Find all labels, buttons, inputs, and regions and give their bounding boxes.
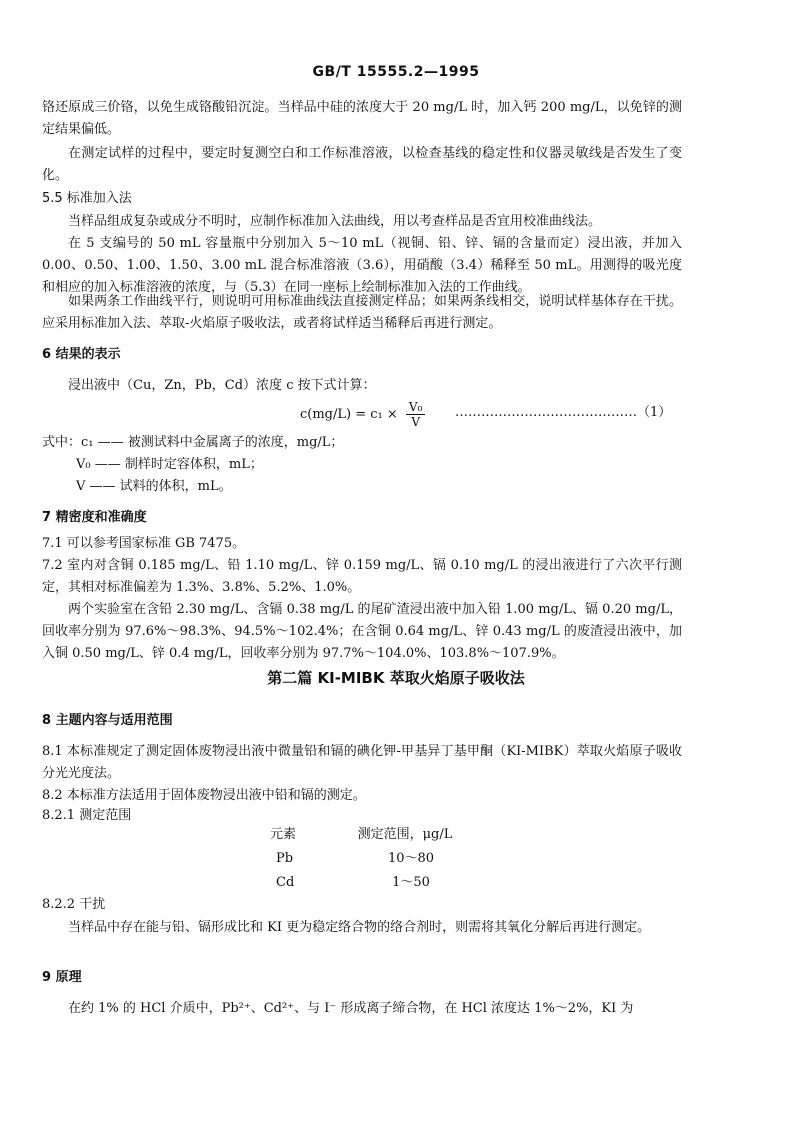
formula-lhs: c(mg/L) = c₁ × bbox=[300, 407, 398, 422]
table-row bbox=[270, 871, 466, 895]
paragraph: 在 5 支编号的 50 mL 容量瓶中分别加入 5～10 mL（视铜、铅、锌、镉的含量而定）浸出液，并加入 0.00、0.50、1.00、1.50、3.00 mL 混合标准溶液（3.6），用硝酸（3.4）稀释至 50 mL。用测得的吸光度和相应的加入标准溶液的浓度，与（5.3）在同一座标上绘制标准加入法的工作曲线。 bbox=[42, 236, 682, 295]
table-row bbox=[270, 847, 466, 871]
section-heading-6: 6 结果的表示 bbox=[42, 347, 121, 362]
paragraph: 如果两条工作曲线平行，则说明可用标准曲线法直接测定样品；如果两条线相交，说明试样基体存在干扰。应采用标准加入法、萃取-火焰原子吸收法，或者将试样适当稀释后再进行测定。 bbox=[42, 294, 682, 331]
table-header-cell: 测定范围，μg/L bbox=[357, 827, 453, 843]
section-heading-7: 7 精密度和准确度 bbox=[42, 510, 147, 525]
subsection-heading-8-2-1: 8.2.1 测定范围 bbox=[42, 808, 132, 823]
section-heading-9: 9 原理 bbox=[42, 970, 82, 985]
section-heading-8: 8 主题内容与适用范围 bbox=[42, 713, 173, 728]
where-line: 式中：c₁ —— 被测试料中金属离子的浓度，mg/L； bbox=[42, 435, 344, 450]
part-title: 第二篇 KI-MIBK 萃取火焰原子吸收法 bbox=[267, 669, 525, 687]
formula-1 bbox=[300, 400, 425, 429]
formula-denominator: V bbox=[411, 415, 420, 429]
paragraph: 铬还原成三价铬，以免生成铬酸铅沉淀。当样品中硅的浓度大于 20 mg/L 时，加入钙 200 mg/L，以免锌的测定结果偏低。 bbox=[42, 100, 682, 137]
section-heading-5-5: 5.5 标准加入法 bbox=[42, 191, 132, 206]
table-cell: Pb bbox=[276, 851, 294, 867]
table-cell: Cd bbox=[276, 875, 295, 891]
paragraph: 当样品组成复杂或成分不明时，应制作标准加入法曲线，用以考查样品是否宜用校准曲线法。 bbox=[68, 214, 602, 229]
page-header: GB/T 15555.2—1995 bbox=[312, 64, 480, 80]
paragraph: 浸出液中（Cu，Zn，Pb，Cd）浓度 c 按下式计算： bbox=[68, 378, 376, 393]
table-cell: 10～80 bbox=[387, 851, 435, 867]
formula-fraction bbox=[406, 400, 425, 429]
paragraph: 7.2 室内对含铜 0.185 mg/L、铅 1.10 mg/L、锌 0.159 mg/L、镉 0.10 mg/L 的浸出液进行了六次平行测定，其相对标准偏差为 1.3%、3.8%、5.2%、1.0%。 bbox=[42, 558, 682, 595]
paragraph: 在测定试样的过程中，要定时复测空白和工作标准溶液，以检查基线的稳定性和仪器灵敏线是否发生了变化。 bbox=[42, 146, 682, 183]
subsection-heading-8-2-2: 8.2.2 干扰 bbox=[42, 897, 106, 912]
paragraph: 8.1 本标准规定了测定固体废物浸出液中微量铅和镉的碘化钾-甲基异丁基甲酮（KI-MIBK）萃取火焰原子吸收分光光度法。 bbox=[42, 744, 682, 781]
where-line: V₀ —— 制样时定容体积，mL； bbox=[76, 457, 263, 472]
table-cell: 1～50 bbox=[392, 875, 430, 891]
table-header-cell: 元素 bbox=[270, 827, 297, 843]
paragraph: 两个实验室在含铅 2.30 mg/L、含镉 0.38 mg/L 的尾矿渣浸出液中加入铅 1.00 mg/L、镉 0.20 mg/L，回收率分别为 97.6%～98.3%、94.5%～102.4%；在含铜 0.64 mg/L、锌 0.43 mg/L 的废渣浸出液中，加入铜 0.50 mg/L、锌 0.4 mg/L，回收率分别为 97.7%～104.0%、103.8%～107.9%。 bbox=[42, 602, 682, 661]
where-line: V —— 试料的体积，mL。 bbox=[76, 479, 232, 494]
paragraph: 当样品中存在能与铅、镉形成比和 KI 更为稳定络合物的络合剂时，则需将其氧化分解后再进行测定。 bbox=[68, 920, 651, 935]
paragraph: 在约 1% 的 HCl 介质中，Pb²⁺、Cd²⁺、与 I⁻ 形成离子缔合物，在 HCl 浓度达 1%～2%，KI 为 bbox=[68, 1001, 634, 1016]
paragraph: 7.1 可以参考国家标准 GB 7475。 bbox=[42, 536, 246, 551]
table-header-row bbox=[270, 823, 466, 847]
formula-numerator: V₀ bbox=[406, 400, 425, 415]
range-table bbox=[270, 823, 466, 895]
paragraph: 8.2 本标准方法适用于固体废物浸出液中铅和镉的测定。 bbox=[42, 788, 366, 803]
equation-number: ……………………………………（1） bbox=[455, 405, 672, 420]
